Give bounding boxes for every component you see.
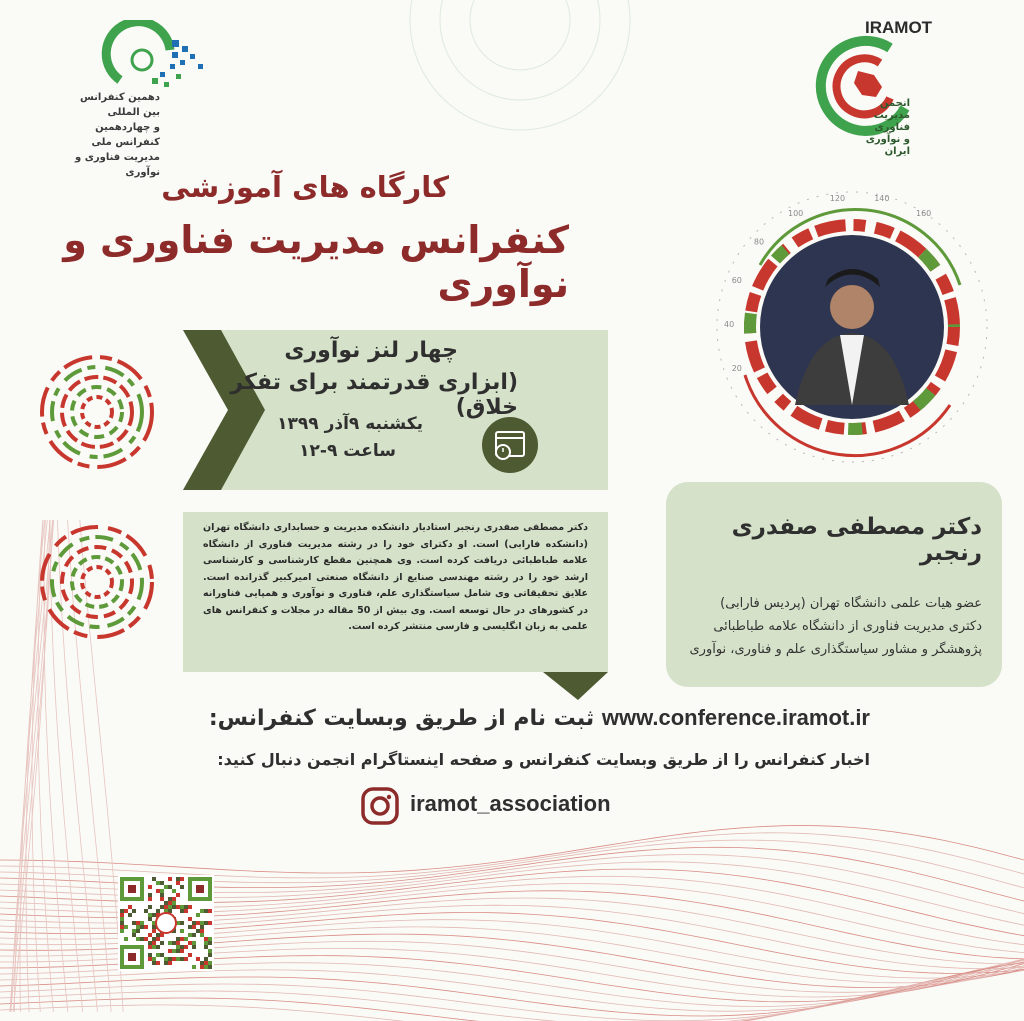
qr-cell — [152, 929, 156, 933]
background-wave-line — [0, 966, 1024, 1021]
qr-cell — [184, 945, 188, 949]
gauge-tick-label: 100 — [788, 209, 804, 219]
qr-cell — [164, 901, 168, 905]
qr-cell — [156, 937, 160, 941]
qr-cell — [136, 925, 140, 929]
qr-cell — [208, 937, 212, 941]
qr-cell — [148, 917, 152, 921]
qr-cell — [164, 961, 168, 965]
qr-cell — [136, 929, 140, 933]
qr-cell — [204, 921, 208, 925]
qr-cell — [184, 909, 188, 913]
qr-cell — [208, 921, 212, 925]
qr-cell — [200, 929, 204, 933]
qr-cell — [124, 937, 128, 941]
qr-cell — [168, 901, 172, 905]
qr-cell — [192, 945, 196, 949]
qr-cell — [204, 945, 208, 949]
qr-cell — [176, 949, 180, 953]
qr-cell — [148, 953, 152, 957]
news-instruction: اخبار کنفرانس را از طریق وبسایت کنفرانس و صفحه اینستاگرام انجمن دنبال کنید: — [217, 750, 870, 769]
qr-cell — [136, 937, 140, 941]
registration-label: ثبت نام از طریق وبسایت کنفرانس: — [208, 706, 595, 731]
qr-cell — [148, 905, 152, 909]
qr-cell — [176, 941, 180, 945]
qr-cell — [208, 961, 212, 965]
qr-cell — [168, 941, 172, 945]
workshop-time: ساعت ۹-۱۲ — [299, 441, 396, 461]
speaker-role: عضو هیات علمی دانشگاه تهران (پردیس فارابی) — [720, 596, 982, 611]
background-wave-line — [0, 833, 1024, 878]
qr-cell — [156, 961, 160, 965]
qr-cell — [192, 933, 196, 937]
qr-cell — [148, 945, 152, 949]
qr-cell — [188, 905, 192, 909]
logo-line: و نوآوری ایران — [865, 134, 910, 157]
qr-cell — [204, 957, 208, 961]
conference-logo-mark — [60, 20, 220, 95]
qr-cell — [120, 921, 124, 925]
qr-cell — [156, 909, 160, 913]
gauge-tick-label: 40 — [724, 320, 735, 329]
gauge-tick-label: 60 — [731, 276, 742, 286]
speaker-bio-ribbon — [183, 512, 608, 700]
logo-line: و چهاردهمین کنفرانس ملی — [91, 122, 160, 148]
qr-cell — [180, 877, 184, 881]
qr-cell — [172, 941, 176, 945]
qr-cell — [188, 917, 192, 921]
qr-cell — [184, 937, 188, 941]
qr-cell — [176, 905, 180, 909]
speaker-photo-frame — [700, 175, 1005, 480]
qr-cell — [140, 925, 144, 929]
qr-cell — [176, 893, 180, 897]
qr-cell — [176, 945, 180, 949]
qr-cell — [180, 957, 184, 961]
qr-cell — [148, 933, 152, 937]
registration-line — [160, 705, 870, 731]
qr-cell — [200, 933, 204, 937]
gauge-tick-label: 140 — [874, 193, 890, 203]
qr-cell — [172, 905, 176, 909]
iramot-brand: IRAMOT — [865, 18, 933, 37]
qr-cell — [120, 929, 124, 933]
qr-cell — [160, 953, 164, 957]
qr-cell — [160, 893, 164, 897]
qr-cell — [152, 941, 156, 945]
qr-cell — [132, 933, 136, 937]
qr-cell — [180, 909, 184, 913]
qr-cell — [180, 949, 184, 953]
instagram-handle[interactable]: iramot_association — [410, 791, 611, 816]
qr-cell — [168, 961, 172, 965]
decorative-circle-icon — [35, 520, 160, 645]
qr-cell — [136, 921, 140, 925]
qr-cell — [196, 921, 200, 925]
workshop-subtitle: (ابزاری قدرتمند برای تفکر خلاق) — [230, 370, 518, 420]
qr-cell — [180, 921, 184, 925]
qr-cell — [172, 897, 176, 901]
conference-logo — [60, 20, 220, 178]
qr-cell — [204, 937, 208, 941]
qr-cell — [188, 933, 192, 937]
qr-cell — [184, 957, 188, 961]
logo-line: مدیریت فناوری — [873, 110, 910, 133]
conference-title: کنفرانس مدیریت فناوری و نوآوری — [63, 218, 569, 306]
qr-cell — [188, 953, 192, 957]
instagram-link[interactable] — [360, 786, 611, 826]
calendar-clock-icon — [481, 416, 539, 474]
qr-cell — [208, 941, 212, 945]
qr-cell — [200, 925, 204, 929]
qr-cell — [152, 957, 156, 961]
qr-cell — [172, 949, 176, 953]
qr-cell — [156, 881, 160, 885]
qr-cell — [192, 941, 196, 945]
qr-cell — [168, 949, 172, 953]
speaker-bio: دکتر مصطفی صفدری رنجبر استادیار دانشکده مدیریت و حسابداری دانشگاه تهران (دانشکده فارابی) است. او دکترای خود را در رشته مدیریت فناوری از دانشگاه علامه طباطبائی دریافت کرده است. وی همچنین مقطع کارشناسی و کارشناسی ارشد خود را در رشته مهندسی صنایع از دانشگاه صنعتی امیرکبیر گذرانده است. علایق تحقیقاتی وی شامل سیاستگذاری علم، فناوری و نوآوری و همپایی فناورانه در کشورهای در حال توسعه است. وی بیش از 50 مقاله در مجلات و کنفرانس های علمی به زبان انگلیسی و فارسی منتشر کرده است. — [203, 522, 588, 632]
logo-line: مدیریت فناوری و نوآوری — [75, 152, 160, 178]
qr-cell — [152, 937, 156, 941]
qr-cell — [148, 897, 152, 901]
qr-cell — [176, 957, 180, 961]
qr-cell — [132, 909, 136, 913]
workshop-date: یکشنبه ۹آذر ۱۳۹۹ — [277, 414, 423, 434]
qr-cell — [148, 885, 152, 889]
qr-cell — [120, 925, 124, 929]
qr-cell — [120, 917, 124, 921]
qr-cell — [152, 961, 156, 965]
qr-cell — [156, 945, 160, 949]
qr-cell — [164, 905, 168, 909]
qr-cell — [200, 909, 204, 913]
qr-cell — [144, 925, 148, 929]
gauge-tick-label: 80 — [753, 237, 765, 247]
qr-cell — [160, 897, 164, 901]
qr-cell — [208, 949, 212, 953]
qr-cell — [140, 937, 144, 941]
qr-cell — [168, 877, 172, 881]
qr-cell — [172, 957, 176, 961]
qr-cell — [208, 909, 212, 913]
qr-cell — [168, 897, 172, 901]
workshop-topic: چهار لنز نوآوری — [284, 338, 458, 363]
qr-cell — [172, 901, 176, 905]
qr-cell — [128, 913, 132, 917]
qr-cell — [156, 953, 160, 957]
qr-cell — [208, 953, 212, 957]
qr-cell — [152, 877, 156, 881]
qr-cell — [156, 889, 160, 893]
speaker-name: دکتر مصطفی صفدری رنجبر — [731, 514, 982, 566]
qr-cell — [124, 909, 128, 913]
qr-code[interactable] — [118, 875, 214, 971]
qr-cell — [196, 957, 200, 961]
qr-cell — [204, 961, 208, 965]
workshop-topic-ribbon — [183, 330, 608, 490]
qr-cell — [168, 885, 172, 889]
qr-cell — [120, 909, 124, 913]
qr-cell — [180, 937, 184, 941]
qr-cell — [180, 885, 184, 889]
background-wave-line — [0, 826, 1024, 874]
qr-cell — [160, 881, 164, 885]
qr-cell — [144, 937, 148, 941]
qr-cell — [168, 957, 172, 961]
qr-cell — [188, 941, 192, 945]
qr-cell — [148, 913, 152, 917]
gauge-tick-label: 160 — [916, 209, 932, 219]
iramot-logo — [810, 18, 950, 157]
qr-cell — [160, 889, 164, 893]
qr-cell — [204, 941, 208, 945]
qr-cell — [160, 905, 164, 909]
qr-cell — [196, 913, 200, 917]
qr-cell — [152, 945, 156, 949]
qr-cell — [120, 913, 124, 917]
qr-cell — [140, 921, 144, 925]
speaker-role: پژوهشگر و مشاور سیاستگذاری علم و فناوری، نوآوری — [689, 642, 982, 657]
qr-cell — [176, 877, 180, 881]
qr-cell — [180, 945, 184, 949]
qr-cell — [156, 933, 160, 937]
workshops-title: کارگاه های آموزشی — [161, 170, 449, 204]
qr-cell — [180, 905, 184, 909]
qr-cell — [208, 965, 212, 969]
qr-cell — [148, 941, 152, 945]
qr-cell — [192, 921, 196, 925]
qr-cell — [196, 929, 200, 933]
qr-cell — [148, 893, 152, 897]
qr-cell — [200, 921, 204, 925]
qr-cell — [180, 929, 184, 933]
qr-cell — [152, 913, 156, 917]
qr-cell — [168, 905, 172, 909]
qr-cell — [172, 889, 176, 893]
qr-cell — [188, 925, 192, 929]
speaker-role: دکتری مدیریت فناوری از دانشگاه علامه طباطبائی — [713, 619, 982, 634]
logo-line: دهمین کنفرانس بین المللی — [80, 92, 160, 118]
qr-cell — [192, 965, 196, 969]
qr-cell — [132, 921, 136, 925]
qr-cell — [204, 965, 208, 969]
gauge-tick-label: 120 — [829, 193, 846, 203]
gauge-tick-label: 20 — [731, 363, 742, 373]
decorative-circle-icon — [35, 350, 160, 475]
qr-cell — [132, 929, 136, 933]
qr-cell — [128, 905, 132, 909]
qr-cell — [176, 937, 180, 941]
qr-cell — [160, 941, 164, 945]
qr-cell — [144, 909, 148, 913]
qr-cell — [200, 965, 204, 969]
qr-cell — [164, 957, 168, 961]
qr-cell — [184, 905, 188, 909]
qr-cell — [204, 909, 208, 913]
logo-line: انجمن — [879, 98, 910, 109]
qr-cell — [124, 925, 128, 929]
speaker-card — [666, 482, 1002, 687]
website-link[interactable]: www.conference.iramot.ir — [601, 705, 870, 730]
qr-cell — [148, 957, 152, 961]
qr-cell — [164, 885, 168, 889]
qr-cell — [200, 961, 204, 965]
qr-cell — [176, 881, 180, 885]
instagram-icon — [360, 786, 400, 826]
qr-cell — [192, 925, 196, 929]
